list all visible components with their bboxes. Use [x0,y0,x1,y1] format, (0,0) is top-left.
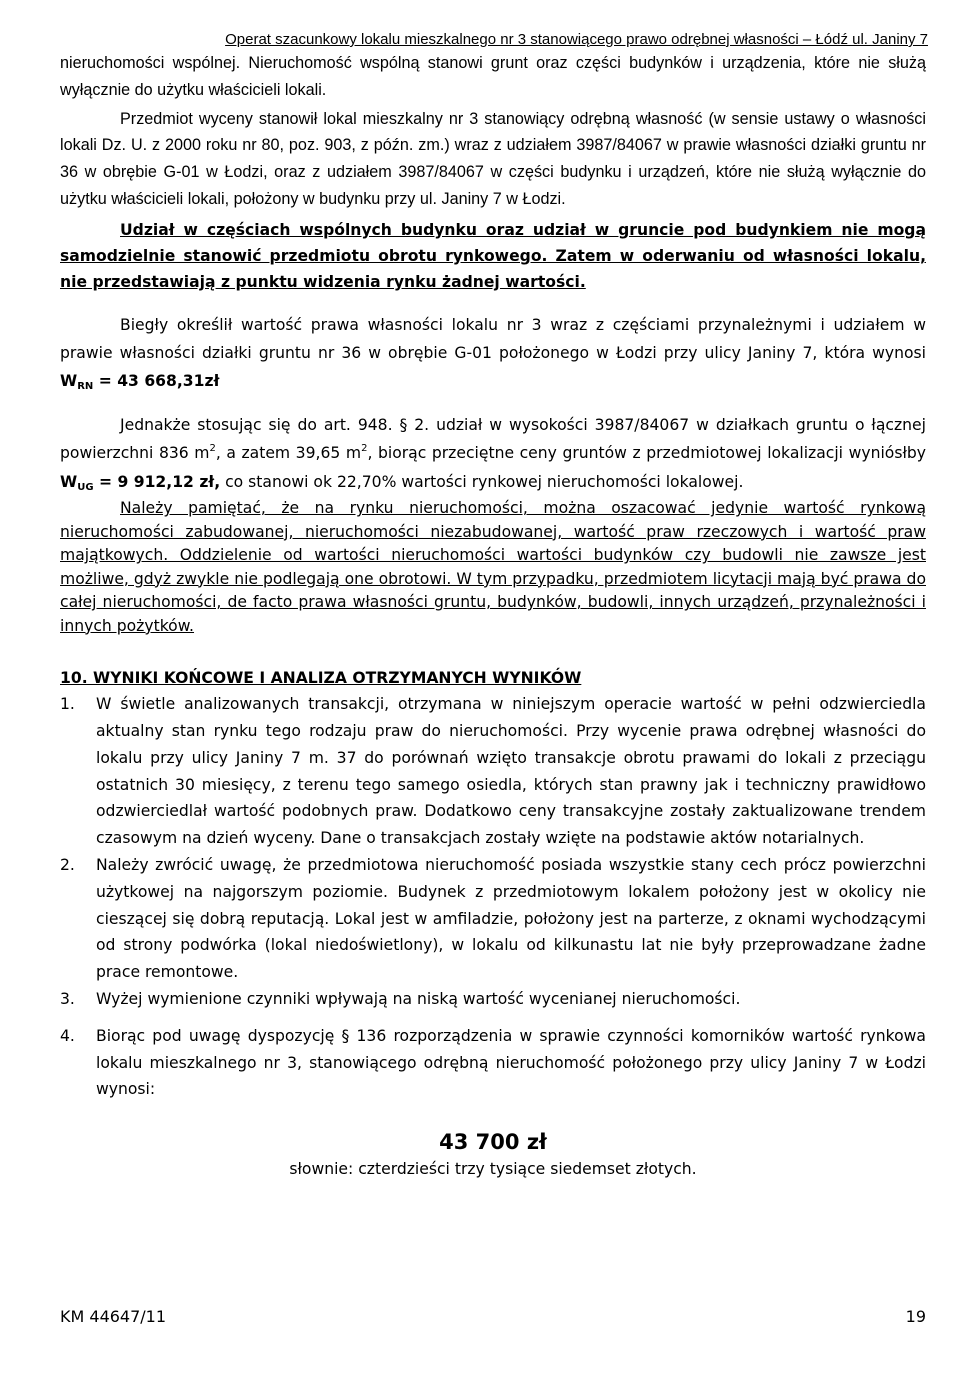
subject-text-part1: Przedmiot wyceny stanowił lokal mieszkalny nr 3 stanowiący odrębną własność (w sensie ustawy o własności lokali Dz. U. z 2000 roku nr 80, poz. 903, z późn. zm.) [60,109,926,155]
section-heading: 10. WYNIKI KOŃCOWE I ANALIZA OTRZYMANYCH WYNIKÓW [60,669,582,688]
result-item-3 [60,986,926,1013]
value-result [60,372,219,390]
land-subscript: UG [77,481,94,493]
results-list [60,691,926,1103]
result-number: 4. [60,1026,75,1045]
document-page [60,30,926,1181]
result-number: 3. [60,990,75,1009]
result-text: Wyżej wymienione czynniki wpływają na niską wartość wycenianej nieruchomości. [96,990,741,1009]
subject-paragraph [60,106,926,213]
land-symbol: W [60,472,78,491]
case-number: KM 44647/11 [60,1307,167,1326]
result-item-2 [60,852,926,986]
land-text-2: , a zatem 39,65 m [215,444,362,463]
page-footer [60,1307,926,1326]
final-value: 43 700 zł [439,1130,547,1155]
result-item-1 [60,691,926,852]
value-paragraph [60,311,926,395]
land-sup-1: 2 [209,443,216,455]
result-number: 2. [60,856,75,875]
running-header: Operat szacunkowy lokalu mieszkalnego nr 3 stanowiącego prawo odrębnej własności – Łódź ul. Janiny 7 [225,31,928,48]
shares-notice: Udział w częściach wspólnych budynku oraz udział w gruncie pod budynkiem nie mogą samodzielnie stanowić przedmiotu obrotu rynkowego. Zatem w oderwaniu od własności lokalu, nie przedstawiają z punktu widzenia rynku żadnej wartości. [60,220,926,291]
page-number: 19 [905,1307,926,1326]
land-paragraph [60,411,926,497]
market-note-paragraph: Należy pamiętać, że na rynku nieruchomości, można oszacować jedynie wartość rynkową nieruchomości zabudowanej, nieruchomości niezabudowanej, wartość praw rzeczowych i wartość praw majątkowych. Oddzielenie od wartości nieruchomości wartości budynków czy budowli nie zawsze jest możliwe, gdyż zwykle nie podlegają one obrotowi. W tym przypadku, przedmiotem licytacji mają być prawa do całej nieruchomości, de facto prawa własności gruntu, budynków, budowli, innych urządzeń, przynależności i innych pożytków. [60,499,926,635]
result-text: Należy zwrócić uwagę, że przedmiotowa nieruchomość posiada wszystkie stany cech prócz powierzchni użytkowej na najgorszym poziomie. Budynek z przedmiotowym lokalem położony jest w okolicy nie cieszącej się dobrą reputacją. Lokal jest w amfiladzie, położony jest na parterze, z oknami wychodzącymi od strony podwórka (lokal niedoświetlony), w lokalu od kilkunastu lat nie były przeprowadzane żadne prace remontowe. [96,856,926,982]
land-amount: = 9 912,12 zł, [93,472,221,491]
subject-text-part2: wraz z udziałem 3987/84067 w prawie własności działki gruntu nr 36 w obrębie G-01 w Łodzi, oraz z udziałem 3987/84067 w części budynku i urządzeń, które nie służą wyłącznie do użytku właścicieli lokali, położony w budynku przy ul. Janiny 7 w Łodzi. [60,136,927,208]
land-sup-2: 2 [361,443,368,455]
value-amount: = 43 668,31zł [93,371,220,390]
result-text: W świetle analizowanych transakcji, otrzymana w niniejszym operacie wartość w pełni odzwierciedla aktualny stan rynku tego rodzaju praw do nieruchomości. Przy wycenie prawa odrębnej własności do lokalu przy ulicy Janiny 7 m. 37 do porównań wzięto transakcje obrotu prawami do lokali z przeciągu ostatnich 30 miesięcy, z terenu tego samego osiedla, których stan prawny jak i techniczny prawidłowo odzwierciedlał wartość podobnych praw. Dodatkowo ceny transakcyjne zostały zaktualizowane trendem czasowym na dzień wyceny. Dane o transakcjach zostały wzięte na podstawie aktów notarialnych. [96,695,926,848]
value-text: Biegły określił wartość prawa własności lokalu nr 3 wraz z częściami przynależnymi i udziałem w prawie własności działki gruntu nr 36 w obrębie G-01 położonego w Łodzi przy ulicy Janiny 7, która wynosi [60,315,926,362]
final-value-words: słownie: czterdzieści trzy tysiące siedemset złotych. [289,1160,697,1179]
value-subscript: RN [77,380,94,392]
land-text-3: , biorąc przeciętne ceny gruntów z przedmiotowej lokalizacji wyniósłby [367,444,927,463]
land-text-1: Jednakże stosując się do art. 948. § 2. udział w wysokości 3987/84067 w działkach gruntu o łącznej powierzchni 836 m [60,415,926,463]
value-symbol: W [60,371,78,390]
intro-paragraph: nieruchomości wspólnej. Nieruchomość wspólną stanowi grunt oraz części budynków i urządzenia, które nie służą wyłącznie do użytku właścicieli lokali. [60,54,926,99]
result-number: 1. [60,695,75,714]
result-text: Biorąc pod uwagę dyspozycję § 136 rozporządzenia w sprawie czynności komorników wartość rynkowa lokalu mieszkalnego nr 3, stanowiącego odrębną nieruchomość położonego przy ulicy Janiny 7 w Łodzi wynosi: [96,1026,926,1099]
result-item-4 [60,1023,926,1103]
land-text-4: co stanowi ok 22,70% wartości rynkowej nieruchomości lokalowej. [220,472,744,491]
land-result [60,473,220,491]
